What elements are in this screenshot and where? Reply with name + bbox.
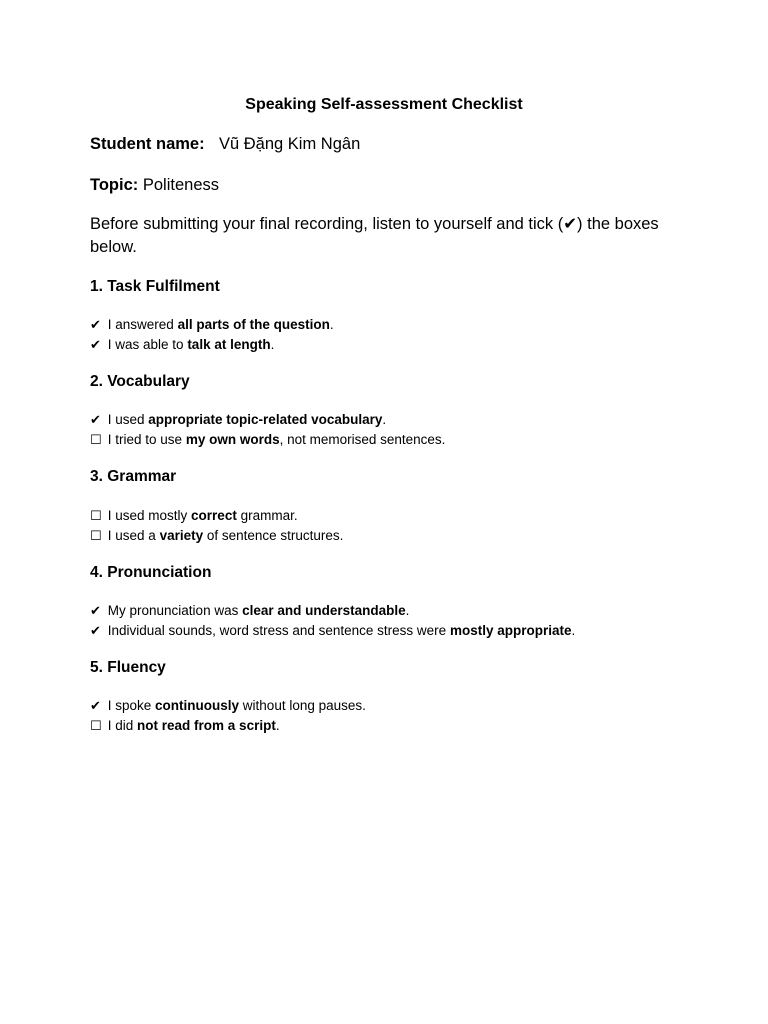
- topic-value: Politeness: [142, 176, 220, 194]
- section-heading: 5. Fluency: [90, 659, 166, 676]
- student-name-value: Vũ Đặng Kim Ngân: [219, 135, 361, 153]
- instructions-text: Before submitting your final recording, listen to yourself and tick (✔) the boxes below.: [90, 215, 659, 256]
- checklist-item: ☐ I tried to use my own words, not memorised sentences.: [90, 432, 446, 448]
- empty-box-icon: ☐: [90, 433, 102, 448]
- checklist-item: ✔ Individual sounds, word stress and sentence stress were mostly appropriate.: [90, 623, 576, 639]
- checklist: [90, 506, 710, 546]
- tick-icon: ✔: [90, 338, 101, 353]
- checklist: [90, 696, 710, 736]
- empty-box-icon: ☐: [90, 719, 102, 734]
- tick-icon: ✔: [90, 413, 101, 428]
- checklist-item: ☐ I used a variety of sentence structures.: [90, 528, 344, 544]
- student-name-row: [90, 133, 361, 155]
- checklist: [90, 315, 710, 355]
- checklist-item: ✔ I used appropriate topic-related vocabulary.: [90, 412, 387, 428]
- section-heading: 3. Grammar: [90, 468, 177, 485]
- checklist-item: ✔ I spoke continuously without long pauses.: [90, 698, 366, 714]
- tick-icon: ✔: [90, 624, 101, 639]
- empty-box-icon: ☐: [90, 509, 102, 524]
- tick-icon: ✔: [90, 604, 101, 619]
- section-heading: 4. Pronunciation: [90, 564, 212, 581]
- topic-row: [90, 174, 219, 196]
- checklist-item: ☐ I used mostly correct grammar.: [90, 508, 298, 524]
- tick-icon: ✔: [90, 318, 101, 333]
- section-heading: 1. Task Fulfilment: [90, 278, 220, 295]
- checklist: [90, 410, 710, 450]
- checklist-item: ✔ My pronunciation was clear and understandable.: [90, 603, 410, 619]
- checklist-item: ✔ I was able to talk at length.: [90, 337, 275, 353]
- tick-icon: ✔: [90, 699, 101, 714]
- section-heading: 2. Vocabulary: [90, 373, 190, 390]
- page-title: Speaking Self-assessment Checklist: [245, 96, 523, 113]
- student-name-label: Student name:: [90, 135, 205, 153]
- checklist-item: ✔ I answered all parts of the question.: [90, 317, 334, 333]
- checklist-item: ☐ I did not read from a script.: [90, 718, 280, 734]
- empty-box-icon: ☐: [90, 529, 102, 544]
- topic-label: Topic:: [90, 176, 139, 194]
- checklist: [90, 601, 710, 641]
